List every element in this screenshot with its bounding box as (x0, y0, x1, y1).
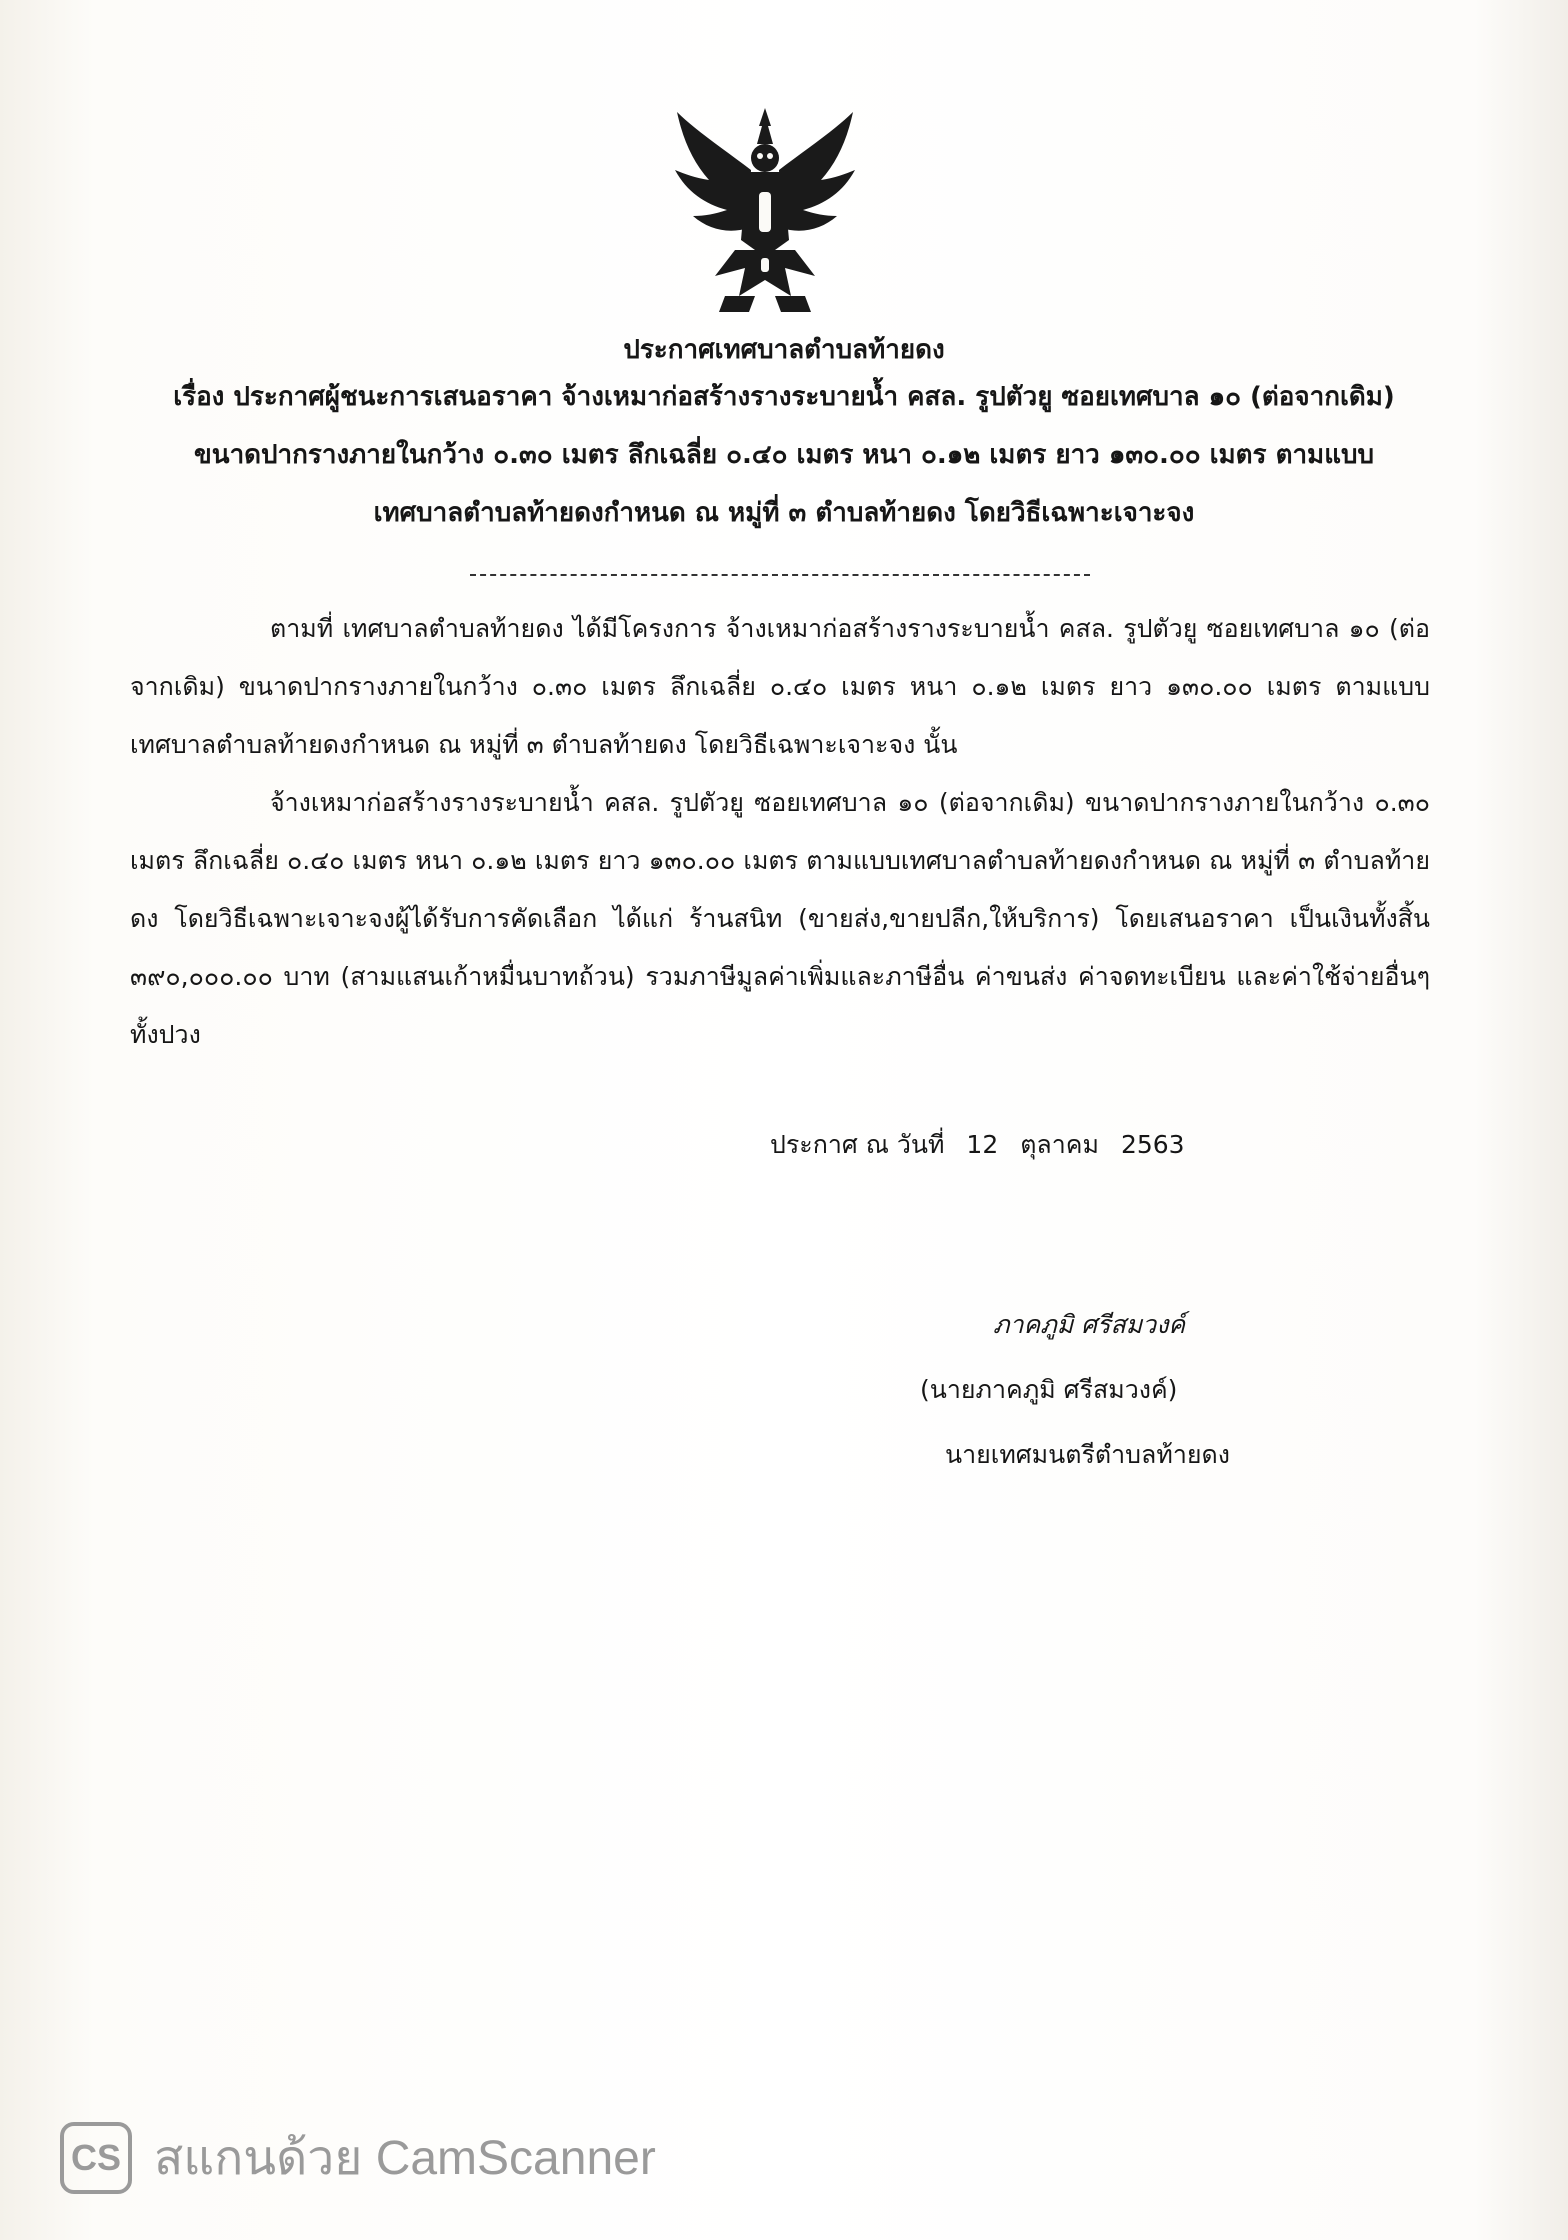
date-day: 12 (966, 1130, 999, 1159)
body-paragraph: จ้างเหมาก่อสร้างรางระบายน้ำ คสล. รูปตัวยู ซอยเทศบาล ๑๐ (ต่อจากเดิม) ขนาดปากรางภายในกว้าง ๐.๓๐ เมตร ลึกเฉลี่ย ๐.๔๐ เมตร หนา ๐.๑๒ เมตร ยาว ๑๓๐.๐๐ เมตร ตามแบบเทศบาลตำบลท้ายดงกำหนด ณ หมู่ที่ ๓ ตำบลท้ายดง โดยวิธีเฉพาะเจาะจงผู้ได้รับการคัดเลือก ได้แก่ ร้านสนิท (ขายส่ง,ขายปลีก,ให้บริการ) โดยเสนอราคา เป็นเงินทั้งสิ้น ๓๙๐,๐๐๐.๐๐ บาท (สามแสนเก้าหมื่นบาทถ้วน) รวมภาษีมูลค่าเพิ่มและภาษีอื่น ค่าขนส่ง ค่าจดทะเบียน และค่าใช้จ่ายอื่นๆ ทั้งปวง (130, 788, 1430, 1049)
signature-name: ภาคภูมิ ศรีสมวงค์ (993, 1310, 1186, 1339)
subject-line: ขนาดปากรางภายในกว้าง ๐.๓๐ เมตร ลึกเฉลี่ย ๐.๔๐ เมตร หนา ๐.๑๒ เมตร ยาว ๑๓๐.๐๐ เมตร ตามแบบ (194, 440, 1374, 470)
camscanner-logo-icon: CS (60, 2122, 132, 2194)
camscanner-watermark (60, 2120, 656, 2196)
watermark-text: สแกนด้วย CamScanner (154, 2132, 656, 2185)
document-title: ประกาศเทศบาลตำบลท้ายดง (623, 335, 945, 365)
subject-line: เทศบาลตำบลท้ายดงกำหนด ณ หมู่ที่ ๓ ตำบลท้ายดง โดยวิธีเฉพาะเจาะจง (373, 498, 1195, 528)
separator-rule (470, 574, 1090, 576)
body-paragraph: ตามที่ เทศบาลตำบลท้ายดง ได้มีโครงการ จ้างเหมาก่อสร้างรางระบายน้ำ คสล. รูปตัวยู ซอยเทศบาล ๑๐ (ต่อจากเดิม) ขนาดปากรางภายในกว้าง ๐.๓๐ เมตร ลึกเฉลี่ย ๐.๔๐ เมตร หนา ๐.๑๒ เมตร ยาว ๑๓๐.๐๐ เมตร ตามแบบเทศบาลตำบลท้ายดงกำหนด ณ หมู่ที่ ๓ ตำบลท้ายดง โดยวิธีเฉพาะเจาะจง นั้น (130, 614, 1430, 759)
signatory-position: นายเทศมนตรีตำบลท้ายดง (945, 1440, 1230, 1469)
document-body (130, 600, 1430, 1064)
announcement-date (770, 1125, 1199, 1165)
document-subject (120, 368, 1448, 542)
signatory-full-name: (นายภาคภูมิ ศรีสมวงค์) (920, 1375, 1178, 1404)
subject-line: เรื่อง ประกาศผู้ชนะการเสนอราคา จ้างเหมาก่อสร้างรางระบายน้ำ คสล. รูปตัวยู ซอยเทศบาล ๑๐ (ต่อจากเดิม) (173, 382, 1395, 412)
date-month: ตุลาคม (1020, 1130, 1099, 1159)
date-year: 2563 (1120, 1130, 1185, 1159)
garuda-emblem-icon (665, 100, 865, 320)
date-prefix: ประกาศ ณ วันที่ (770, 1130, 945, 1159)
